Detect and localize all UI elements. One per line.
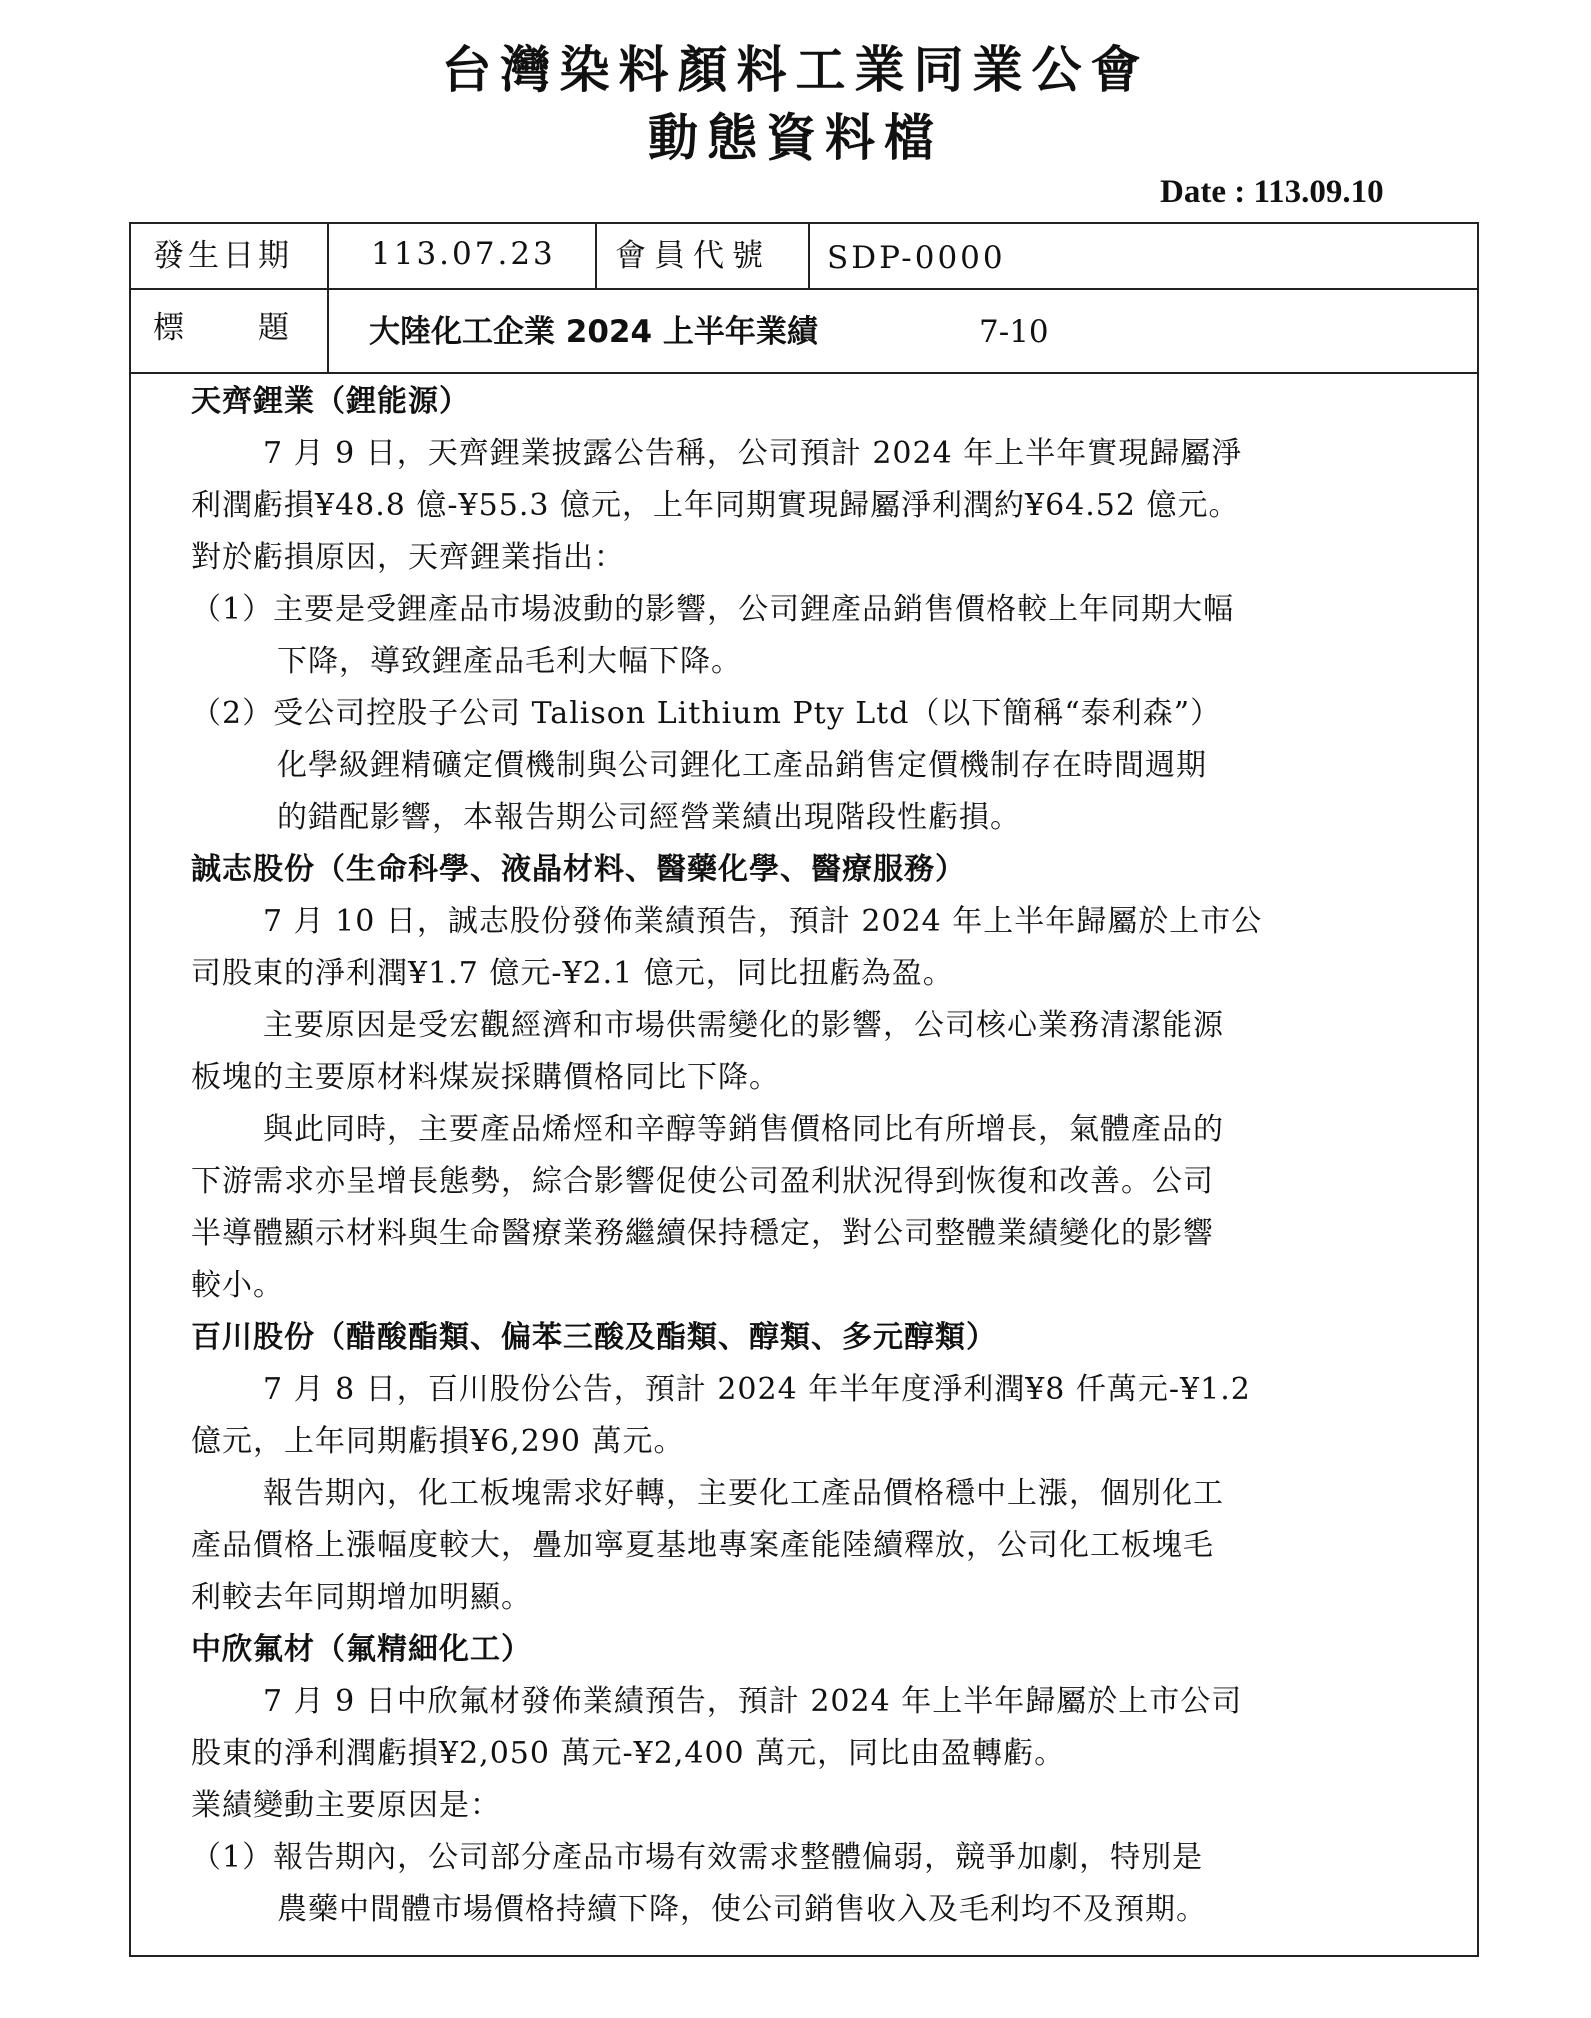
body-text-line: 與此同時，主要產品烯烴和辛醇等銷售價格同比有所增長，氣體產品的: [263, 1112, 1224, 1147]
section-heading: 百川股份（醋酸酯類、偏苯三酸及酯類、醇類、多元醇類）: [191, 1320, 997, 1355]
body-text-line: 億元，上年同期虧損¥6,290 萬元。: [191, 1424, 685, 1459]
section-heading: 天齊鋰業（鋰能源）: [191, 384, 470, 419]
body-text-line: 司股東的淨利潤¥1.7 億元-¥2.1 億元，同比扭虧為盈。: [191, 956, 954, 991]
subject-label: 標 題: [153, 310, 293, 346]
occurrence-date-value: 113.07.23: [371, 236, 556, 272]
document-title: 台灣染料顏料工業同業公會: [441, 41, 1150, 99]
body-text-line: 較小。: [191, 1268, 284, 1303]
body-text-line: 7 月 8 日，百川股份公告，預計 2024 年半年度淨利潤¥8 仟萬元-¥1.2: [263, 1372, 1251, 1407]
section-heading: 誠志股份（生命科學、液晶材料、醫藥化學、醫療服務）: [191, 852, 966, 887]
body-text-line: 業績變動主要原因是：: [191, 1788, 501, 1823]
body-text-line: 利潤虧損¥48.8 億-¥55.3 億元，上年同期實現歸屬淨利潤約¥64.52 億元。: [191, 488, 1240, 523]
body-text-line: （2）受公司控股子公司 Talison Lithium Pty Ltd（以下簡稱“泰利森”）: [191, 696, 1222, 731]
body-text-line: 7 月 9 日中欣氟材發佈業績預告，預計 2024 年上半年歸屬於上市公司: [263, 1684, 1243, 1719]
body-text-line: 化學級鋰精礦定價機制與公司鋰化工產品銷售定價機制存在時間週期: [277, 748, 1207, 783]
body-text-line: 7 月 9 日，天齊鋰業披露公告稱，公司預計 2024 年上半年實現歸屬淨: [263, 436, 1243, 471]
body-text-line: 利較去年同期增加明顯。: [191, 1580, 532, 1615]
document-body: [191, 376, 1431, 1936]
body-text-line: 的錯配影響，本報告期公司經營業績出現階段性虧損。: [277, 800, 1021, 835]
table-divider: [808, 224, 810, 288]
body-text-line: （1）報告期內，公司部分產品市場有效需求整體偏弱，競爭加劇，特別是: [191, 1840, 1204, 1875]
body-text-line: 股東的淨利潤虧損¥2,050 萬元-¥2,400 萬元，同比由盈轉虧。: [191, 1736, 1066, 1771]
body-text-line: 7 月 10 日，誠志股份發佈業績預告，預計 2024 年上半年歸屬於上市公: [263, 904, 1263, 939]
body-text-line: （1）主要是受鋰產品市場波動的影響，公司鋰產品銷售價格較上年同期大幅: [191, 592, 1235, 627]
document-subtitle: 動態資料檔: [648, 109, 943, 167]
table-divider: [131, 372, 1477, 374]
document-frame: [129, 222, 1479, 1957]
table-divider: [595, 224, 597, 288]
subject-code: 7-10: [979, 314, 1049, 350]
occurrence-date-label: 發生日期: [153, 238, 293, 274]
body-text-line: 報告期內，化工板塊需求好轉，主要化工產品價格穩中上漲，個別化工: [263, 1476, 1224, 1511]
body-text-line: 農藥中間體市場價格持續下降，使公司銷售收入及毛利均不及預期。: [277, 1892, 1207, 1927]
subject-value: 大陸化工企業 2024 上半年業績: [369, 314, 818, 350]
member-code-label: 會員代號: [615, 238, 771, 274]
section-heading: 中欣氟材（氟精細化工）: [191, 1632, 532, 1667]
body-text-line: 對於虧損原因，天齊鋰業指出：: [191, 540, 625, 575]
member-code-value: SDP-0000: [827, 240, 1006, 276]
body-text-line: 主要原因是受宏觀經濟和市場供需變化的影響，公司核心業務清潔能源: [263, 1008, 1224, 1043]
table-divider: [131, 288, 1477, 290]
body-text-line: 下降，導致鋰產品毛利大幅下降。: [277, 644, 742, 679]
body-text-line: 下游需求亦呈增長態勢，綜合影響促使公司盈利狀況得到恢復和改善。公司: [191, 1164, 1214, 1199]
body-text-line: 產品價格上漲幅度較大，疊加寧夏基地專案產能陸續釋放，公司化工板塊毛: [191, 1528, 1214, 1563]
table-divider: [327, 224, 329, 372]
body-text-line: 板塊的主要原材料煤炭採購價格同比下降。: [191, 1060, 780, 1095]
body-text-line: 半導體顯示材料與生命醫療業務繼續保持穩定，對公司整體業績變化的影響: [191, 1216, 1214, 1251]
document-date: Date : 113.09.10: [1160, 174, 1384, 210]
